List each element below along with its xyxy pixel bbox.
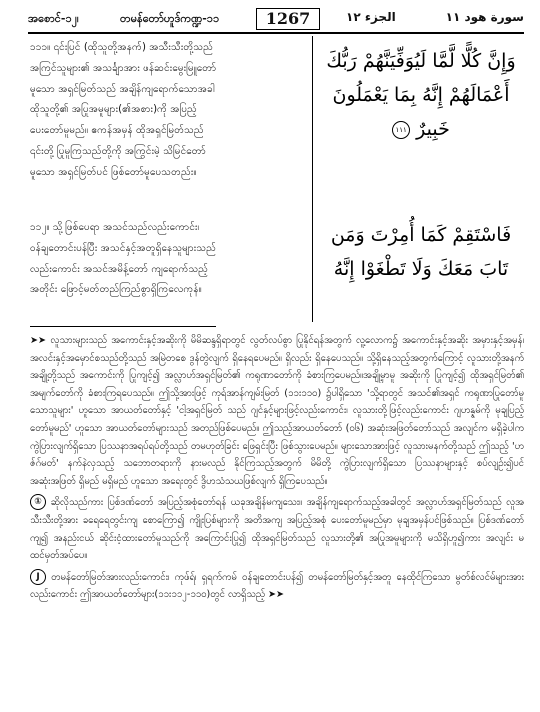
text-line: ၁၁၂။ သို့ဖြစ်ပေရာ အသင်သည်လည်းကောင်း၊: [30, 222, 200, 233]
text-line: လည်းကောင်း အသင်အမိန့်တော် ကျရောက်သည့်: [30, 263, 209, 275]
text-line: ထိုသူတို့၏ အပြုအမူများ(၏အစား)ကို အပြည့်: [30, 104, 197, 116]
footnote-marker: ①: [30, 494, 46, 510]
volume-label: အစောင်-၁၂၊: [28, 12, 79, 25]
footnote-marker: ➤➤: [30, 335, 47, 346]
surah-label: سورة هود ١١: [445, 10, 524, 24]
footnote-text: တမန်တော်မြတ်အားလည်းကောင်း၊ ကုဖ်ရ်၊ ရှရက်ကမ် ဝန်ချတောင်းပန်၍ တမန်တော်မြတ်နှင့်အတူ နေထိုင်ကြသော မွတ်စ်လင်မ်များအားလည်းကောင်း ဤအာယတ်တော်များ(၁၁း၁၁၂-၁၁၀)တွင် လာရှိသည့် ➤➤: [30, 571, 524, 601]
arabic-verse-112: [318, 218, 524, 286]
text-line: ဝန်ချတောင်းပန်ပြီး အသင်နှင့်အတူရှိနေသူများသည်: [30, 242, 217, 254]
footnote-marker: J: [30, 569, 46, 585]
footnote-rule: [30, 326, 216, 327]
footnote-text: လူသားများသည် အကောင်းနှင့်အဆိုးကို မိမိဆန္ဒရှိရာတွင် လွတ်လပ်စွာ ပြုနိုင်ရန်အတွက် လူ့လောက၌ အကောင်းနှင့်အဆိုး အမှားနှင့်အမှန်၊ အလင်းနှင့်အမှောင်စသည်တို့သည် အမြဲတစေ ဒွန်တွဲလျက် ရှိနေရပေမည်။ ရှိလည်း ရှိနေပေသည်။ သို့ရှိနေသည့်အတွက်ကြောင့် လူသားတို့အနက် အချို့တို့သည် အကောင်းကို ပြုကျင့်၍ အလ္လာဟ်အရှင်မြတ်၏ ကရုဏာတော်ကို ခံစားကြပေမည်။အချို့မှာမူ အဆိုးကို ပြုကျင့်၍ ထိုအရှင်မြတ်၏ အမျက်တော်ကို ခံစားကြရပေသည်။ ဤသို့အားဖြင့် ကုရ်အာန်ကျမ်းမြတ် (၁၁း၁၁၀) ၌ပါရှိသော 'သို့ရာတွင် အသင်၏အရှင် ကရုဏာပြုတော်မူသောသူများ' ဟူသော အာယတ်တော်နှင့် 'ငါ့အရှင်မြတ် သည် ဂျင်နှင့်များဖြင့်လည်းကောင်း၊ လူသားတို့ဖြင့်လည်းကောင်း ဂျဟန္နမ်ကို မုချပြည့်တော်မူမည်' ဟူသော အာယတ်တော်များသည် အတည်ဖြစ်ပေမည်။ ဤသည့်အာယတ်တော် (၀၆) အဆုံးအဖြတ်တော်သည် အလျင်က မရှိခဲ့ပါက ကွဲပြားလျက်ရှိသော ပြဿနာအရပ်ရပ်တို့သည် တမဟုတ်ခြင်း ဖြေရှင်းပြီး ဖြစ်သွားပေမည်။ များသောအားဖြင့် လူသားမနက်တို့သည် ဤသည့် 'ဟဇ်ဂ်မတ်' နက်နဲလှသည့် သဘောတရားကို နားမလည် နိုင်ကြသည့်အတွက် မိမိတို့ ကွဲပြားလျက်ရှိသော ပြဿနာများနှင့် စပ်လျဉ်း၍ပင် အဆုံးအဖြတ် ရှိမည် မရှိမည် ဟူသော အရေးတွင် ဒွိဟသံသယဖြစ်လျက် ရှိကြပေသည်။: [30, 335, 524, 487]
footnotes: [30, 332, 524, 604]
arabic-line: فَاسْتَقِمْ كَمَا أُمِرْتَ وَمَن: [330, 224, 512, 246]
chapter-label: တမန်တော်ဟူဒ်ကဏ္ဍ-၁၁: [120, 12, 220, 25]
header-rule: [28, 32, 524, 34]
text-line: ၁၁၁။ ၎င်းပြင် (ထိုသူတို့အနက်) အသီးသီးတို့သည်: [30, 42, 214, 53]
page-header: [28, 6, 524, 32]
arabic-line: [318, 112, 524, 146]
text-line: မူသော အရှင်မြတ်သည် အချိန်ကျရောက်သောအခါ: [30, 83, 215, 95]
text-line: မူသော အရှင်မြတ်ပင် ဖြစ်တော်မူပေသတည်း။: [30, 166, 197, 178]
verse-112-translation: [30, 218, 306, 301]
footnote-text: ဆိုလိုသည်ကား ပြစ်ဒဏ်တော် အပြည့်အစုံတော်ရန် ယခုအချိန်မကျသေး။ အချိန်ကျရောက်သည့်အခါတွင် အလ္လာဟ်အရှင်မြတ်သည် လူအသီးသီးတို့အား ခရေရေတွင်းကျ စောကြော၍ ကျိုးပြစ်များကို အတိအကျ အပြည့်အစုံ ပေးတော်မူမည်မှာ မုချအမှန်ပင်ဖြစ်သည်။ ပြစ်ဒဏ်တော်ကျ၍ အနည်းငယ် ဆိုင်းငံ့ထားတော်မူသည်ကို အကြောင်းပြု၍ ထိုအရှင်မြတ်သည် လူသားတို့၏ အပြုအမူများကို မသိရှိဟူ၍ကား အလျင်း မထင်မှတ်အပ်ပေ။: [30, 497, 524, 562]
arabic-line: وَإِنَّ كُلًّا لَّمَّا لَيُوَفِّيَنَّهُمْ رَبُّكَ: [326, 50, 516, 72]
page-number-box: 1267: [256, 8, 320, 30]
footnote-2: [30, 494, 524, 564]
text-line: ပေးတော်မူမည်။ ဧကန်အမှန် ထိုအရှင်မြတ်သည်: [30, 125, 204, 137]
column-divider: [312, 36, 313, 322]
ayah-number-marker: ١١١: [392, 121, 410, 139]
footnote-3: [30, 569, 524, 604]
text-line: အတိုင်း ဖြောင့်မတ်တည်ကြည်စွာရှိကြလေကုန်။: [30, 284, 202, 296]
verse-111-translation: [30, 38, 306, 184]
arabic-word: خَبِيرٌ: [416, 118, 450, 140]
text-line: အကြင်သူများ၏ အသင်္ချာအား ဖန်ဆင်းမွေးမြူတော်: [30, 62, 217, 74]
footnote-1: [30, 332, 524, 490]
arabic-line: أَعْمَالَهُمْ إِنَّهُ بِمَا يَعْمَلُونَ: [332, 84, 510, 106]
juz-label: الجزء ١٢: [346, 10, 396, 24]
text-line: ၎င်းတို့ ပြုမူကြသည်တို့ကို အကြွင်းမဲ့ သိမြင်တော်: [30, 145, 206, 157]
arabic-line: تَابَ مَعَكَ وَلَا تَطْغَوْا إِنَّهُ: [333, 258, 509, 280]
arabic-verse-111: [318, 44, 524, 146]
